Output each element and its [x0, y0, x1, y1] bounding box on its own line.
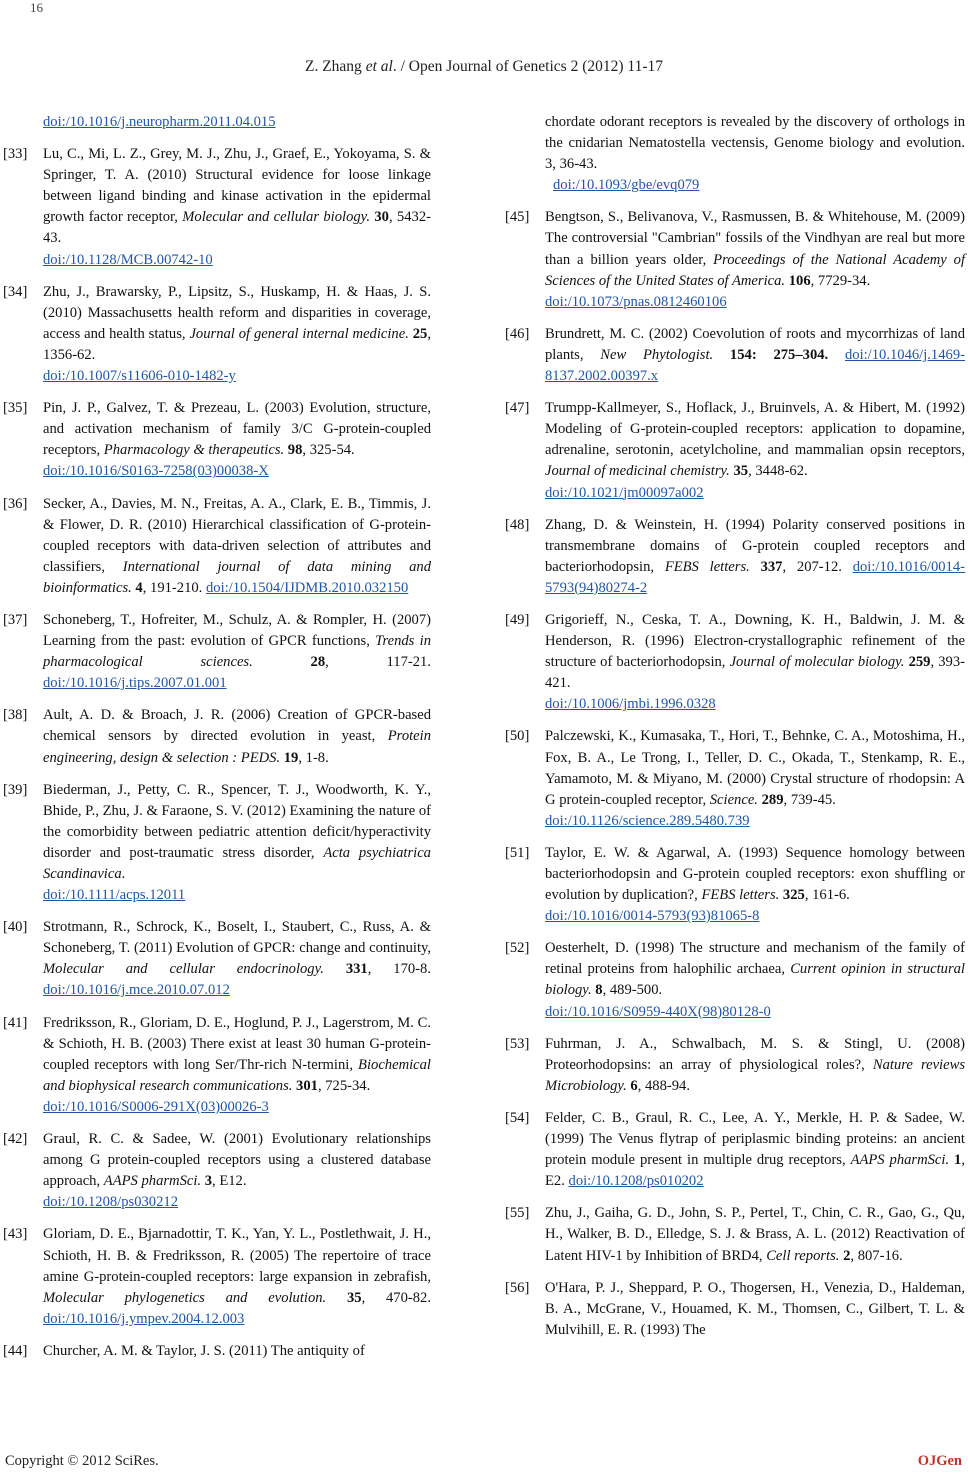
ref-journal: Molecular phylogenetics and evolution.	[43, 1289, 327, 1306]
reference-44-continued	[505, 112, 965, 196]
reference-49	[505, 610, 965, 715]
ref-volume: 106	[785, 272, 811, 289]
ref-pages: , 7729-34.	[810, 272, 871, 289]
ref-journal: Trends in pharmacological sciences.	[43, 633, 431, 671]
ref-number: [51]	[505, 844, 530, 861]
ref-number: [44]	[3, 1342, 28, 1359]
ref-pages: , 470-82.	[361, 1289, 431, 1306]
ref-number: [34]	[3, 283, 28, 300]
reference-35	[3, 398, 431, 482]
ref-number: [52]	[505, 940, 530, 957]
running-header	[0, 58, 968, 76]
ref-pages: , 161-6.	[804, 887, 850, 904]
ref-pages: , 739-45.	[783, 791, 836, 808]
doi-link[interactable]: doi:/10.1016/j.ympev.2004.12.003	[43, 1310, 245, 1327]
ref-journal: Journal of molecular biology.	[729, 654, 905, 671]
ref-journal: Pharmacology & therapeutics.	[103, 442, 285, 459]
doi-link[interactable]: doi:/10.1021/jm00097a002	[545, 484, 704, 501]
ref-pages: , E12.	[212, 1173, 247, 1190]
ref-journal: Journal of general internal medicine.	[189, 325, 409, 342]
ref-text: Zhu, J., Brawarsky, P., Lipsitz, S., Huskamp, H. & Haas, J. S. (2010) Massachusetts health reform and disparities in coverage, access and health status,	[43, 283, 431, 342]
ref-number: [41]	[3, 1014, 28, 1031]
ref-number: [50]	[505, 728, 530, 745]
ref-number: [46]	[505, 325, 530, 342]
ref-pages: , 393-421.	[545, 654, 965, 692]
ref-number: [56]	[505, 1279, 530, 1296]
ref-number: [39]	[3, 781, 28, 798]
ref-number: [49]	[505, 611, 530, 628]
ref-volume: 4	[131, 579, 143, 596]
ref-number: [40]	[3, 919, 28, 936]
doi-link[interactable]: doi:/10.1073/pnas.0812460106	[545, 293, 727, 310]
ref-number: [33]	[3, 146, 28, 163]
doi-link[interactable]: doi:/10.1016/j.mce.2010.07.012	[43, 982, 230, 999]
ref-pages: , 488-94.	[637, 1077, 690, 1094]
doi-link[interactable]: doi:/10.1016/0014-5793(94)80274-2	[545, 558, 965, 596]
doi-link[interactable]: doi:/10.1128/MCB.00742-10	[43, 251, 213, 268]
copyright-notice: Copyright © 2012 SciRes.	[5, 1453, 159, 1469]
reference-47	[505, 398, 965, 503]
doi-link[interactable]: doi:/10.1208/ps010202	[568, 1173, 704, 1190]
ref-text: Fuhrman, J. A., Schwalbach, M. S. & Stingl, U. (2008) Proteorhodopsins: an array of physiological roles?,	[545, 1035, 965, 1073]
ref-volume: 301	[292, 1077, 318, 1094]
ref-pages: , 5432-43.	[43, 209, 431, 247]
ref-volume: 154: 275–304.	[713, 346, 829, 363]
ref-volume: 25	[408, 325, 428, 342]
ref-pages: , 3448-62.	[748, 463, 808, 480]
ref-pages: , 325-54.	[302, 442, 355, 459]
ref-journal: Molecular and cellular biology.	[182, 209, 370, 226]
ref-text: chordate odorant receptors is revealed by the discovery of orthologs in the cnidarian Nematostella vectensis,	[545, 114, 965, 152]
reference-50	[505, 726, 965, 831]
reference-54	[505, 1108, 965, 1192]
header-authors: Z. Zhang	[304, 58, 366, 75]
reference-51	[505, 843, 965, 927]
ref-text: Bengtson, S., Belivanova, V., Rasmussen, B. & Whitehouse, M. (2009) The controversial "Cambrian" fossils of the Vindhyan are real but more than a billion years older,	[545, 209, 965, 268]
ref-number: [48]	[505, 516, 530, 533]
doi-link[interactable]: doi:/10.1016/0014-5793(93)81065-8	[545, 908, 760, 925]
ref-pages: , 1356-62.	[43, 325, 431, 363]
left-column	[3, 112, 431, 1373]
ref-volume: 19	[280, 749, 299, 766]
ref-volume: 289	[757, 791, 784, 808]
doi-link[interactable]: doi:/10.1111/acps.12011	[43, 887, 186, 904]
ref-number: [53]	[505, 1035, 530, 1052]
reference-56	[505, 1278, 965, 1341]
ref-text: Brundrett, M. C. (2002) Coevolution of roots and mycorrhizas of land plants,	[545, 325, 965, 363]
ref-volume: 35	[326, 1289, 362, 1306]
ref-journal: AAPS pharmSci.	[850, 1152, 950, 1169]
ref-pages: , 1-8.	[298, 749, 329, 766]
ref-journal: AAPS pharmSci.	[103, 1173, 202, 1190]
ref-text: Strotmann, R., Schrock, K., Boselt, I., Staubert, C., Russ, A. & Schoneberg, T. (2011) Evolution of GPCR: change and continuity,	[43, 919, 431, 957]
ref-volume: 35	[729, 463, 749, 480]
ref-text: Biederman, J., Petty, C. R., Spencer, T. J., Woodworth, K. Y., Bhide, P., Zhu, J. & Faraone, S. V. (2012) Examining the nature of the comorbidity between pediatric attention deficit/hyperactivity disorder and post-traumatic stress disorder,	[43, 781, 431, 861]
ref-journal: International journal of data mining and bioinformatics.	[43, 558, 431, 596]
doi-link[interactable]: doi:/10.1208/ps030212	[43, 1194, 178, 1211]
ref-volume: 28	[252, 654, 326, 671]
ref-number: [37]	[3, 611, 28, 628]
ref-text: Ault, A. D. & Broach, J. R. (2006) Creation of GPCR-based chemical sensors by directed evolution in yeast,	[43, 707, 431, 745]
ref-pages: , 489-500.	[602, 982, 663, 999]
doi-link[interactable]: doi:/10.1006/jmbi.1996.0328	[545, 696, 716, 713]
ref-number: [35]	[3, 400, 28, 417]
reference-55	[505, 1203, 965, 1266]
ref-pages: , 170-8.	[367, 961, 431, 978]
ref-volume: 3	[545, 156, 553, 173]
ref-journal: Protein engineering, design & selection : PEDS.	[43, 728, 431, 766]
doi-link[interactable]: doi:/10.1046/j.1469-8137.2002.00397.x	[545, 346, 965, 385]
ref-number: [45]	[505, 209, 530, 226]
ref-volume: 325	[779, 887, 805, 904]
ref-text: Schoneberg, T., Hofreiter, M., Schulz, A. & Rompler, H. (2007) Learning from the past: evolution of GPCR functions,	[43, 611, 431, 650]
reference-40	[3, 917, 431, 1001]
ref-number: [42]	[3, 1131, 28, 1148]
reference-42	[3, 1129, 431, 1213]
reference-33	[3, 144, 431, 271]
doi-link[interactable]: doi:/10.1007/s11606-010-1482-y	[43, 368, 236, 385]
page-number: 16	[30, 0, 43, 15]
ref-journal: Biochemical and biophysical research communications.	[43, 1056, 431, 1094]
reference-38	[3, 705, 431, 768]
ref-text: Zhang, D. & Weinstein, H. (1994) Polarity conserved positions in transmembrane domains of G-protein coupled receptors and bacteriorhodopsin,	[545, 516, 965, 575]
journal-abbreviation: OJGen	[917, 1453, 962, 1469]
ref-pages: , 725-34.	[317, 1077, 371, 1094]
ref-volume: 259	[904, 654, 931, 671]
doi-link[interactable]: doi:/10.1016/S0006-291X(03)00026-3	[43, 1098, 269, 1115]
ref-volume: 2	[839, 1247, 851, 1264]
ref-text: Lu, C., Mi, L. Z., Grey, M. J., Zhu, J., Graef, E., Yokoyama, S. & Springer, T. A. (2010) Structural evidence for loose linkage between ligand binding and kinase activation in the epidermal growth factor receptor,	[43, 146, 431, 226]
doi-link[interactable]: doi:/10.1016/j.neuropharm.2011.04.015	[43, 114, 276, 130]
ref-text: Churcher, A. M. & Taylor, J. S. (2011) The antiquity of	[43, 1342, 365, 1359]
doi-link[interactable]: doi:/10.1504/IJDMB.2010.032150	[205, 579, 409, 596]
ref-volume: 3	[201, 1173, 213, 1190]
reference-37	[3, 610, 431, 694]
ref-text: Secker, A., Davies, M. N., Freitas, A. A., Clark, E. B., Timmis, J. & Flower, D. R. (2010) Hierarchical classification of G-protein-coupled receptors with data-driven selection of attributes and classifiers,	[43, 495, 431, 575]
ref-pages: , 807-16.	[850, 1247, 903, 1264]
ref-text: Taylor, E. W. & Agarwal, A. (1993) Sequence homology between bacteriorhodopsin and G-protein coupled receptors: exon shuffling or evolution by duplication?,	[545, 844, 965, 904]
ref-text: Gloriam, D. E., Bjarnadottir, T. K., Yan, Y. L., Postlethwait, J. H., Schioth, H. B. & Fredriksson, R. (2005) The repertoire of trace amine G-protein-coupled receptors: large expansion in zebrafish,	[43, 1226, 431, 1285]
ref-volume: 8	[591, 982, 603, 999]
reference-39	[3, 780, 431, 907]
ref-text: Palczewski, K., Kumasaka, T., Hori, T., Behnke, C. A., Motoshima, H., Fox, B. A., Le Trong, I., Teller, D. C., Okada, T., Stenkamp, R. E., Yamamoto, M. & Miyano, M. (2000) Crystal structure of rhodopsin: A G protein-coupled receptor,	[545, 728, 965, 808]
ref-pages: , 36-43.	[552, 156, 598, 173]
ref-journal: Proceedings of the National Academy of Sciences of the United States of America.	[545, 251, 965, 289]
ref-text: O'Hara, P. J., Sheppard, P. O., Thogersen, H., Venezia, D., Haldeman, B. A., McGrane, V., Houamed, K. M., Thomsen, C., Gilbert, T. L. & Mulvihill, E. R. (1993) The	[545, 1279, 965, 1338]
ref-text: Oesterhelt, D. (1998) The structure and mechanism of the family of retinal proteins from halophilic archaea,	[545, 940, 965, 978]
reference-46	[505, 324, 965, 387]
continuation-doi	[3, 112, 431, 133]
reference-53	[505, 1034, 965, 1097]
reference-43	[3, 1224, 431, 1329]
ref-journal: Molecular and cellular endocrinology.	[43, 961, 324, 978]
ref-text: Zhu, J., Gaiha, G. D., John, S. P., Pertel, T., Chin, C. R., Gao, G., Qu, H., Walker, B. D., Elledge, S. J. & Brass, A. L. (2012) Reactivation of Latent HIV-1 by Inhibition of BRD4,	[545, 1205, 965, 1264]
ref-text: Felder, C. B., Graul, R. C., Lee, A. Y., Merkle, H. P. & Sadee, W. (1999) The Venus flytrap of periplasmic binding proteins: an ancient protein module present in multiple drug receptors,	[545, 1109, 965, 1169]
ref-number: [43]	[3, 1226, 28, 1243]
reference-52	[505, 938, 965, 1022]
ref-number: [47]	[505, 400, 530, 417]
header-etal: et al	[365, 58, 393, 75]
ref-volume: 331	[323, 961, 368, 978]
doi-link[interactable]: doi:/10.1016/S0163-7258(03)00038-X	[43, 463, 269, 480]
ref-journal: Nature reviews Microbiology.	[545, 1056, 965, 1094]
ref-number: [54]	[505, 1109, 530, 1126]
ref-number: [36]	[3, 495, 28, 512]
ref-volume: 30	[370, 209, 389, 226]
doi-link[interactable]: doi:/10.1126/science.289.5480.739	[545, 812, 750, 829]
reference-48	[505, 515, 965, 599]
ref-journal: Cell reports.	[766, 1247, 840, 1264]
ref-journal: Acta psychiatrica Scandinavica	[43, 844, 431, 882]
ref-pages: , E2.	[545, 1152, 965, 1190]
ref-volume: 337	[749, 558, 783, 575]
ref-text: Trumpp-Kallmeyer, S., Hoflack, J., Bruinvels, A. & Hibert, M. (1992) Modeling of G-protein-coupled receptors: application to dopamine, adrenaline, serotonin, acetylcholine, and mammalian opsin receptors,	[545, 400, 965, 459]
ref-text: Fredriksson, R., Gloriam, D. E., Hoglund, P. J., Lagerstrom, M. C. & Schioth, H. B. (2003) There exist at least 30 human G-protein-coupled receptors with long Ser/Thr-rich N-termini,	[43, 1014, 431, 1073]
ref-journal: Genome biology and evolution.	[774, 135, 965, 152]
ref-number: [55]	[505, 1205, 530, 1222]
ref-journal: Current opinion in structural biology.	[545, 961, 965, 999]
doi-link[interactable]: doi:/10.1016/S0959-440X(98)80128-0	[545, 1003, 771, 1020]
ref-text: Graul, R. C. & Sadee, W. (2001) Evolutionary relationships among G protein-coupled receptors using a clustered database approach,	[43, 1131, 431, 1190]
ref-journal: FEBS letters.	[664, 558, 750, 575]
reference-36	[3, 494, 431, 599]
doi-link[interactable]: doi:/10.1016/j.tips.2007.01.001	[43, 675, 227, 692]
ref-volume: 98	[284, 442, 303, 459]
ref-pages: , 207-12.	[782, 558, 853, 575]
ref-journal: Science.	[709, 791, 758, 808]
header-journal: . / Open Journal of Genetics 2 (2012) 11-17	[392, 58, 663, 75]
reference-45	[505, 207, 965, 312]
ref-pages: , 117-21.	[325, 654, 431, 671]
ref-text: Pin, J. P., Galvez, T. & Prezeau, L. (2003) Evolution, structure, and activation mechanism of family 3/C G-protein-coupled receptors,	[43, 400, 431, 459]
ref-journal: Journal of medicinal chemistry.	[545, 463, 730, 480]
right-column	[505, 112, 965, 1352]
doi-link[interactable]: doi:/10.1093/gbe/evq079	[553, 177, 700, 194]
ref-journal: New Phytologist.	[600, 346, 714, 363]
ref-volume: 6	[626, 1077, 638, 1094]
reference-44	[3, 1341, 431, 1362]
ref-journal: FEBS letters.	[701, 887, 780, 904]
ref-number: [38]	[3, 707, 28, 724]
reference-41	[3, 1013, 431, 1118]
ref-pages: , 191-210.	[142, 579, 206, 596]
reference-34	[3, 282, 431, 387]
ref-pages: .	[121, 866, 126, 882]
ref-volume: 1	[949, 1152, 962, 1169]
ref-text: Grigorieff, N., Ceska, T. A., Downing, K. H., Baldwin, J. M. & Henderson, R. (1996) Electron-crystallographic refinement of the structure of bacteriorhodopsin,	[545, 611, 965, 671]
